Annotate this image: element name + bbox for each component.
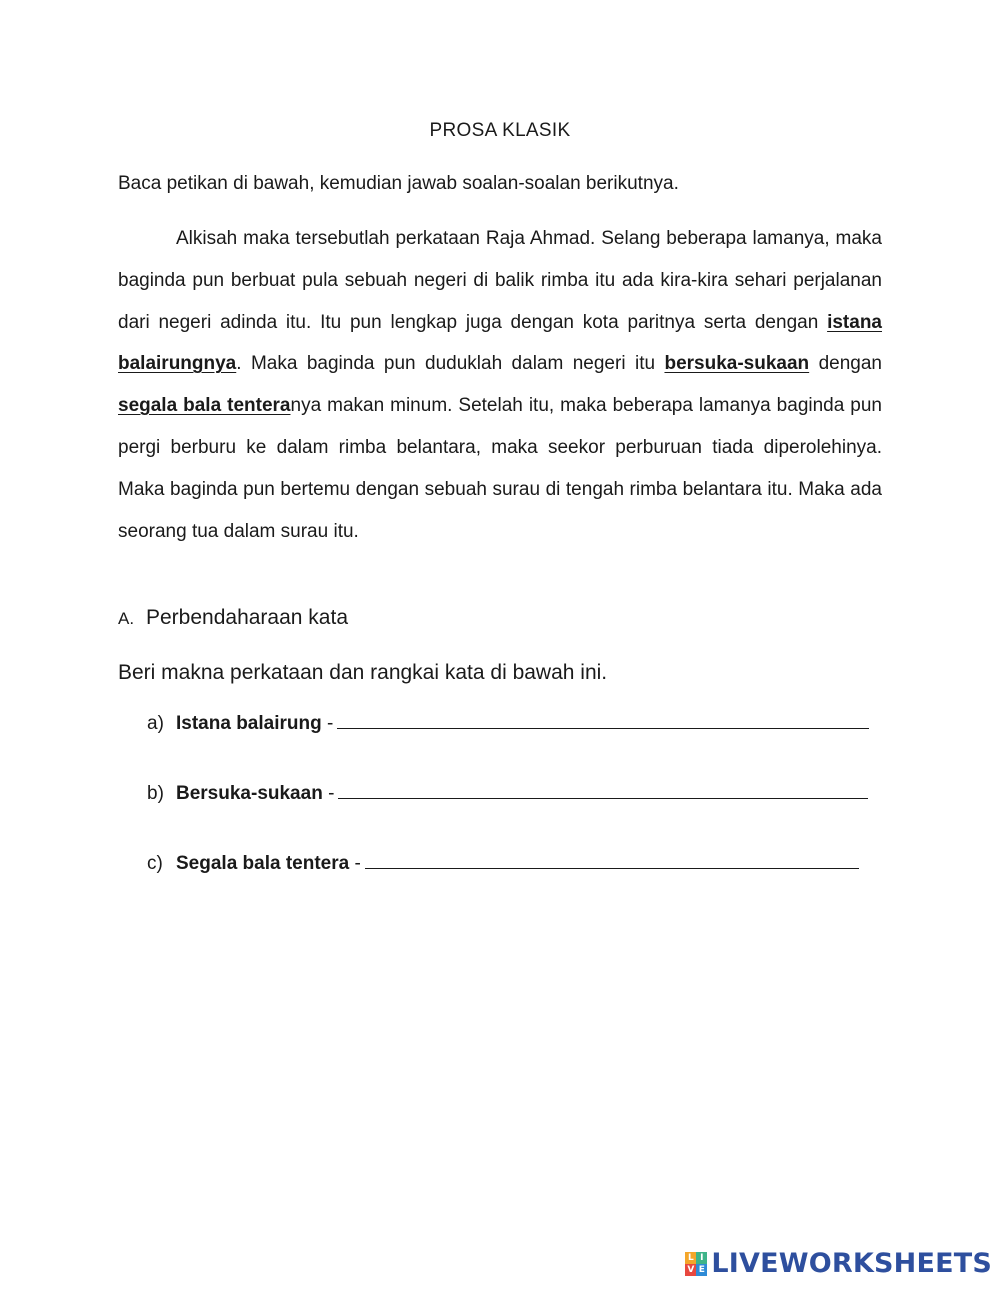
brand-name: LIVEWORKSHEETS [711, 1248, 992, 1279]
passage-text-2: . Maka baginda pun duduklah dalam negeri itu [236, 353, 665, 375]
question-b [147, 782, 868, 805]
question-letter: a) [147, 713, 164, 734]
passage-text-1: Alkisah maka tersebutlah perkataan Raja Ahmad. Selang beberapa lamanya, maka baginda pun berbuat pula sebuah negeri di balik rimba itu ada kira-kira sehari perjalanan dari negeri adinda itu. Itu pun lengkap juga dengan kota paritnya serta dengan [118, 228, 882, 333]
section-title: Perbendaharaan kata [146, 606, 348, 629]
section-instruction: Beri makna perkataan dan rangkai kata di bawah ini. [118, 661, 608, 684]
mark-letter: V [685, 1264, 696, 1276]
passage-text-3: dengan [809, 353, 882, 375]
section-letter: A. [118, 609, 135, 628]
page-title: PROSA KLASIK [429, 120, 571, 141]
question-separator: - [321, 713, 334, 734]
answer-blank-a[interactable] [337, 712, 869, 729]
mark-letter: I [696, 1252, 707, 1264]
liveworksheets-mark-icon [685, 1252, 707, 1276]
question-letter: c) [147, 853, 163, 874]
answer-blank-b[interactable] [338, 782, 868, 799]
question-c [147, 852, 859, 875]
section-heading [118, 606, 348, 630]
question-term: Istana balairung [176, 713, 322, 734]
liveworksheets-logo [685, 1248, 992, 1279]
keyword-istana-balairungnya: istana balairungnya [118, 311, 882, 375]
question-term: Segala bala tentera [176, 853, 350, 874]
answer-blank-c[interactable] [365, 852, 859, 869]
mark-letter: L [685, 1252, 696, 1264]
passage-text-4: nya makan minum. Setelah itu, maka beberapa lamanya baginda pun pergi berburu ke dalam rimba belantara, maka seekor perburuan tiada diperolehinya. Maka baginda pun bertemu dengan sebuah surau di tengah rimba belantara itu. Maka ada seorang tua dalam surau itu. [118, 395, 882, 542]
mark-letter: E [696, 1264, 707, 1276]
reading-instruction: Baca petikan di bawah, kemudian jawab soalan-soalan berikutnya. [118, 173, 679, 194]
question-separator: - [322, 783, 335, 804]
reading-passage [118, 218, 882, 552]
question-term: Bersuka-sukaan [176, 783, 323, 804]
question-a [147, 712, 869, 735]
keyword-bersuka-sukaan: bersuka-sukaan [664, 353, 810, 375]
question-separator: - [349, 853, 361, 874]
question-letter: b) [147, 783, 164, 804]
keyword-segala-bala-tentera: segala bala tentera [118, 395, 291, 417]
